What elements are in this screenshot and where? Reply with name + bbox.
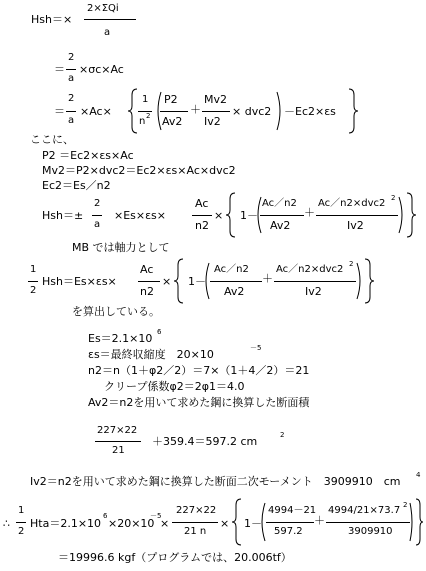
eq5-half-numerator: 1: [30, 264, 37, 275]
eq6-half-bar: [16, 522, 26, 523]
eq6-exp2: －5: [150, 512, 162, 520]
eq5-g2-denominator: Iv2: [305, 285, 322, 298]
val-es: Es＝2.1×10: [88, 332, 153, 345]
eq5-right-brace: [364, 258, 374, 304]
eq5-plus: ＋: [262, 272, 273, 285]
eq6-half-numerator: 1: [18, 505, 25, 516]
iv2-unit-exp: 4: [416, 471, 421, 479]
eq4-numerator: 2: [94, 198, 101, 209]
eq6-times: ×: [160, 517, 170, 530]
area-numerator: 227×22: [97, 425, 138, 436]
eq5-f-denominator: n2: [140, 285, 154, 298]
eq3-f2-bar: [202, 111, 230, 112]
eq4-g2-sup: 2: [391, 194, 396, 202]
eq5-half-denominator: 2: [30, 285, 37, 296]
eq2-denominator: a: [68, 73, 75, 84]
eq3-f2-numerator: Mv2: [204, 93, 227, 106]
eq3-f1-bar: [160, 111, 188, 112]
eq5-right-paren: [356, 262, 364, 300]
eq5-g1-denominator: Av2: [224, 285, 245, 298]
eq4-one-minus: 1－: [240, 209, 258, 222]
area-rest: ＋359.4＝597.2 cm: [152, 435, 258, 448]
eq6-lhs: Hta＝2.1×10: [30, 517, 102, 530]
eq3-plus: ＋: [190, 103, 201, 116]
eq1-denominator: a: [104, 27, 111, 38]
result-line: ＝19996.6 kgf（プログラムでは、20.006tf）: [58, 551, 292, 564]
eq4-times: ×: [214, 209, 224, 222]
eq6-f-denominator: 21 n: [184, 526, 207, 537]
eq5-f-bar: [138, 281, 160, 282]
eq6-left-paren: [258, 502, 266, 542]
eq6-f-numerator: 227×22: [176, 505, 217, 516]
eq5-one-minus: 1－: [188, 275, 206, 288]
eq6-exp1: 6: [103, 512, 108, 520]
val-eps: εs＝最終収縮度 20×10: [88, 348, 214, 361]
eq3-n2: n: [139, 116, 146, 127]
mb-note: MB では軸力として: [72, 241, 170, 254]
eq5-g2-bar: [274, 281, 356, 282]
eq5-half-bar: [28, 281, 38, 282]
eq6-f-bar: [172, 522, 218, 523]
eq3-f1-numerator: P2: [164, 93, 178, 106]
eq6-mid: ×20×10: [108, 517, 155, 530]
eq4-right-paren: [398, 196, 406, 234]
val-av2: Av2＝n2を用いて求めた鋼に換算した断面積: [88, 396, 310, 409]
def-p2: P2 ＝Ec2×εs×Ac: [42, 149, 134, 162]
eq3-denominator: a: [68, 115, 75, 126]
area-unit-exp: 2: [280, 431, 285, 439]
eq1-numerator: 2×ΣQi: [87, 3, 119, 14]
eq4-g2-denominator: Iv2: [347, 219, 364, 232]
eq1-fraction-bar: [84, 19, 136, 20]
here-label: ここに、: [30, 133, 74, 146]
eq3-one: 1: [142, 94, 149, 105]
eq6-left-brace: [232, 498, 242, 546]
eq3-fraction-bar: [66, 111, 76, 112]
eq2-numerator: 2: [68, 52, 75, 63]
eq2-rest: ×σc×Ac: [79, 63, 124, 76]
eq6-g2-bar: [326, 522, 410, 523]
eq6-g2-sup: 2: [403, 501, 408, 509]
eq3-n2-sup: 2: [146, 112, 151, 120]
eq4-left-brace: [226, 192, 236, 238]
eq5-f-numerator: Ac: [140, 263, 154, 276]
eq5-g1-numerator: Ac／n2: [214, 264, 249, 275]
eq4-plus: ＋: [304, 206, 315, 219]
eq4-mid: ×Es×εs×: [114, 209, 167, 222]
eq6-g2-numerator: 4994/21×73.7: [328, 505, 401, 516]
eq5-left-brace: [174, 258, 184, 304]
eq6-g1-denominator: 597.2: [274, 526, 303, 537]
eq5-g2-numerator: Ac／n2×dvc2: [276, 264, 344, 275]
val-eps-exp: －5: [250, 344, 262, 352]
eq6-g1-numerator: 4994－21: [268, 505, 317, 516]
eq4-g1-bar: [260, 215, 304, 216]
eq5-times: ×: [162, 275, 172, 288]
area-denominator: 21: [112, 445, 125, 456]
eq3-tail: －Ec2×εs: [284, 105, 336, 118]
val-n2: n2＝n（1＋φ2／2）＝7×（1＋4／2）＝21: [88, 364, 310, 377]
eq2-equals: ＝: [54, 63, 65, 76]
eq3-mid: ×Ac×: [80, 105, 112, 118]
eq4-g2-bar: [316, 215, 398, 216]
eq4-f-numerator: Ac: [195, 197, 209, 210]
eq5-g2-sup: 2: [349, 260, 354, 268]
eq6-times2: ×: [220, 517, 230, 530]
eq4-g1-denominator: Av2: [270, 219, 291, 232]
eq3-f1-denominator: Av2: [162, 115, 183, 128]
eq4-g1-numerator: Ac／n2: [262, 198, 297, 209]
eq5-g1-bar: [210, 281, 262, 282]
eq4-lhs: Hsh＝±: [42, 209, 84, 222]
eq6-plus: ＋: [314, 514, 325, 527]
eq1-lhs: Hsh＝×: [31, 13, 73, 26]
therefore-symbol: ∴: [3, 517, 10, 530]
eq3-equals: ＝: [54, 105, 65, 118]
eq3-left-brace: [128, 88, 138, 134]
eq3-right-paren: [276, 91, 284, 131]
eq6-half-denominator: 2: [18, 526, 25, 537]
computed-note: を算出している。: [72, 305, 160, 318]
eq4-g2-numerator: Ac／n2×dvc2: [318, 198, 386, 209]
eq2-fraction-bar: [66, 69, 76, 70]
eq4-f-denominator: n2: [195, 219, 209, 232]
eq6-one-minus: 1－: [244, 517, 262, 530]
val-creep: クリープ係数φ2＝2φ1＝4.0: [104, 380, 245, 393]
eq4-right-brace: [406, 192, 416, 238]
eq6-g1-bar: [266, 522, 314, 523]
eq4-denominator: a: [94, 219, 101, 230]
eq4-fraction-bar: [92, 215, 102, 216]
eq3-right-brace: [348, 88, 358, 134]
val-es-exp: 6: [157, 328, 162, 336]
def-ec2: Ec2＝Es／n2: [42, 179, 111, 192]
area-bar: [95, 441, 141, 442]
eq3-f2-denominator: Iv2: [204, 115, 221, 128]
eq6-g2-denominator: 3909910: [348, 526, 393, 537]
eq5-left-paren: [202, 262, 210, 300]
eq6-right-brace: [415, 498, 424, 546]
def-mv2: Mv2＝P2×dvc2＝Ec2×εs×Ac×dvc2: [42, 164, 236, 177]
eq4-f-bar: [192, 215, 212, 216]
eq3-dvc: × dvc2: [232, 105, 272, 118]
eq5-lhs: Hsh＝Es×εs×: [42, 275, 117, 288]
eq3-numerator: 2: [68, 93, 75, 104]
iv2-line: Iv2＝n2を用いて求めた鋼に換算した断面二次モーメント 3909910 cm: [30, 475, 401, 488]
